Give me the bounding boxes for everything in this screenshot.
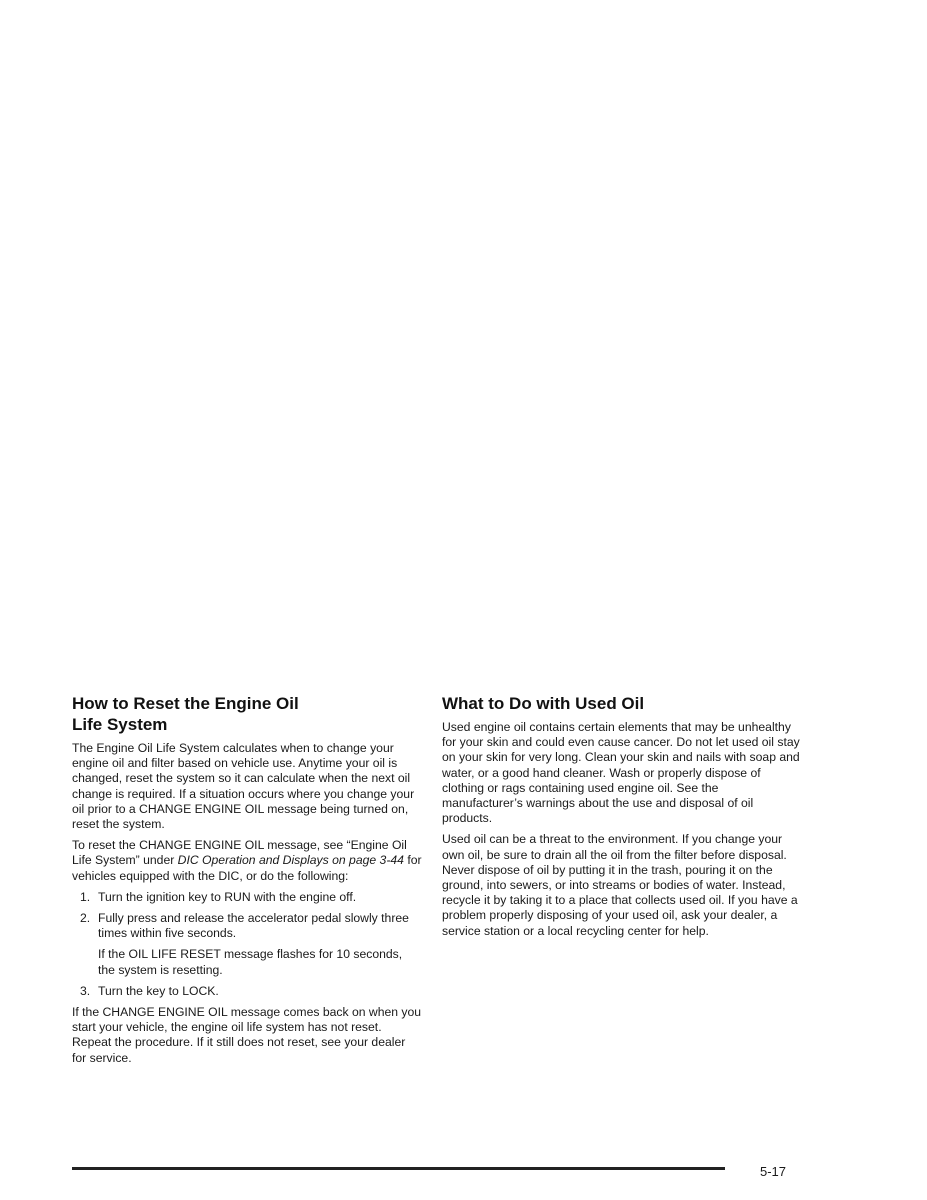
footer-rule <box>72 1167 725 1170</box>
reset-oil-life-section <box>72 693 422 1072</box>
heading-line-1: How to Reset the Engine Oil <box>72 694 299 713</box>
step-item <box>72 911 422 978</box>
step-number: 1. <box>80 889 91 904</box>
heading-line-2: Life System <box>72 715 168 734</box>
used-oil-environment-paragraph: Used oil can be a threat to the environment. If you change your own oil, be sure to drain all the oil from the filter before disposal. Never dispose of oil by putting it in the trash, pouring it on the ground, into sewers, or into streams or bodies of water. Instead, recycle it by taking it to a place that collects used oil. If you have a problem properly disposing of your used oil, ask your dealer, a service station or a local recycling center for help. <box>442 832 798 938</box>
used-oil-heading: What to Do with Used Oil <box>442 694 645 713</box>
step-note: If the OIL LIFE RESET message flashes for 10 seconds, the system is resetting. <box>98 947 403 977</box>
used-oil-section <box>442 693 802 945</box>
step-text: Turn the key to LOCK. <box>98 983 219 998</box>
reset-oil-life-heading <box>72 693 422 735</box>
used-oil-health-paragraph: Used engine oil contains certain elements that may be unhealthy for your skin and could even cause cancer. Do not let used oil stay on your skin for very long. Clean your skin and nails with soap and water, or a good hand cleaner. Wash or properly dispose of clothing or rags containing used engine oil. See the manufacturer’s warnings about the use and disposal of oil products. <box>442 720 800 826</box>
reset-instructions-text-a: To reset the CHANGE ENGINE OIL message, see “Engine Oil Life System” under <box>72 838 407 868</box>
reset-steps-list <box>72 890 422 999</box>
reset-failure-paragraph: If the CHANGE ENGINE OIL message comes back on when you start your vehicle, the engine oil life system has not reset. Repeat the procedure. If it still does not reset, see your dealer for service. <box>72 1005 422 1065</box>
step-number: 3. <box>80 983 91 998</box>
step-number: 2. <box>80 911 91 926</box>
page-number: 5-17 <box>760 1164 787 1179</box>
reset-instructions-text-b: for vehicles equipped with the DIC, or do the following: <box>72 853 422 883</box>
step-text: Turn the ignition key to RUN with the engine off. <box>98 889 357 904</box>
step-text: Fully press and release the accelerator pedal slowly three times within five seconds. <box>98 911 409 941</box>
step-item <box>72 984 422 999</box>
dic-page-reference: DIC Operation and Displays on page 3-44 <box>177 853 404 868</box>
oil-life-intro-paragraph: The Engine Oil Life System calculates when to change your engine oil and filter based on vehicle use. Anytime your oil is changed, reset the system so it can calculate when the next oil change is required. If a situation occurs where you change your oil prior to a CHANGE ENGINE OIL message being turned on, reset the system. <box>72 741 415 832</box>
reset-instructions-paragraph <box>72 838 422 884</box>
step-item <box>72 890 422 905</box>
